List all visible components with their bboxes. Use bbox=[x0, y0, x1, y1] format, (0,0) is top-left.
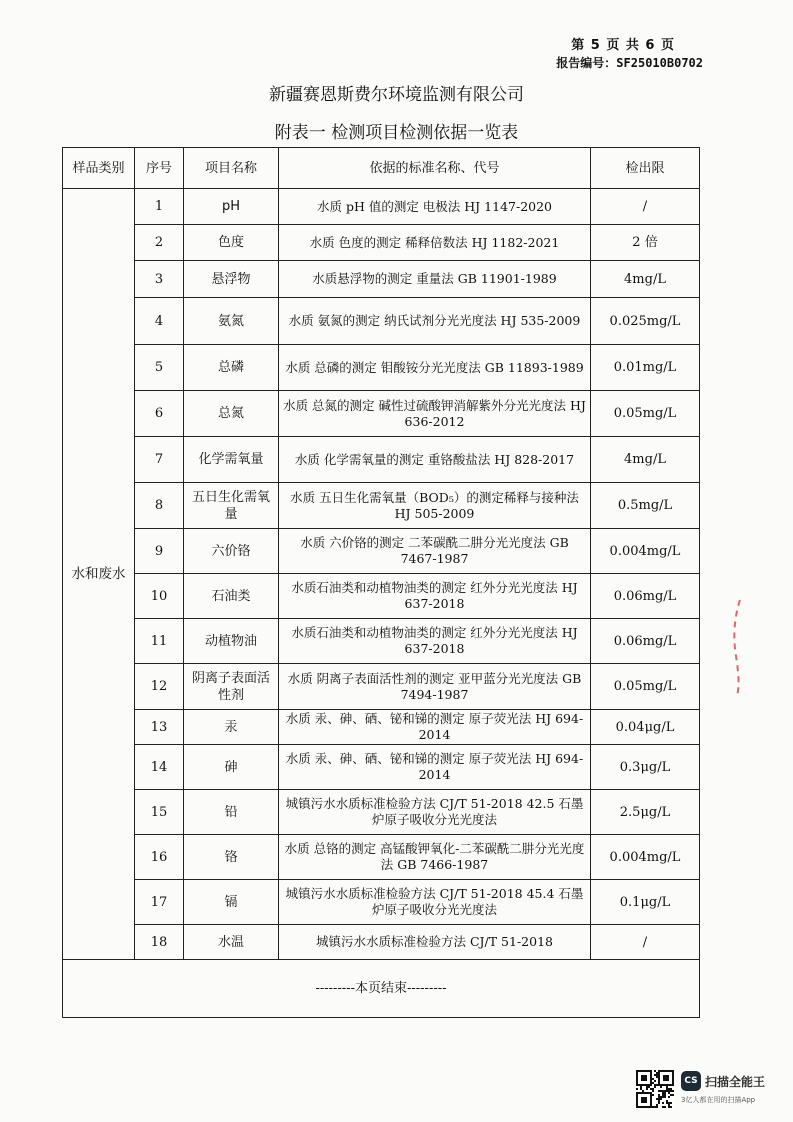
row-number-cell: 2 bbox=[135, 225, 184, 261]
item-name-cell: 总磷 bbox=[184, 345, 279, 391]
row-number-cell: 4 bbox=[135, 298, 184, 345]
table-row bbox=[63, 189, 700, 225]
detection-limit-cell: 0.05mg/L bbox=[591, 391, 700, 437]
detection-limit-cell: 4mg/L bbox=[591, 437, 700, 483]
scanner-app-name: 扫描全能王 bbox=[705, 1075, 766, 1089]
table-footer-row bbox=[63, 960, 700, 1018]
table-row bbox=[63, 619, 700, 664]
row-number-cell: 15 bbox=[135, 790, 184, 835]
report-number-value: SF25010B0702 bbox=[616, 56, 703, 70]
report-number-label: 报告编号： bbox=[556, 56, 617, 70]
row-number-cell: 5 bbox=[135, 345, 184, 391]
table-row bbox=[63, 298, 700, 345]
table-row bbox=[63, 483, 700, 529]
item-name-cell: 阴离子表面活性剂 bbox=[184, 664, 279, 710]
table-row bbox=[63, 880, 700, 925]
item-name-cell: 五日生化需氧量 bbox=[184, 483, 279, 529]
table-row bbox=[63, 261, 700, 298]
header-standard: 依据的标准名称、代号 bbox=[279, 148, 591, 189]
standard-method-cell: 水质 六价铬的测定 二苯碳酰二肼分光光度法 GB 7467-1987 bbox=[279, 529, 591, 574]
standard-method-cell: 城镇污水水质标准检验方法 CJ/T 51-2018 45.4 石墨炉原子吸收分光光度法 bbox=[279, 880, 591, 925]
standard-method-cell: 水质悬浮物的测定 重量法 GB 11901-1989 bbox=[279, 261, 591, 298]
page-end-marker: ---------本页结束--------- bbox=[63, 960, 700, 1018]
camscanner-logo-icon: CS bbox=[681, 1071, 701, 1091]
standard-method-cell: 水质石油类和动植物油类的测定 红外分光光度法 HJ 637-2018 bbox=[279, 574, 591, 619]
detection-limit-cell: 0.04μg/L bbox=[591, 710, 700, 745]
table-row bbox=[63, 391, 700, 437]
standard-method-cell: 水质 氨氮的测定 纳氏试剂分光光度法 HJ 535-2009 bbox=[279, 298, 591, 345]
standard-method-cell: 水质 总铬的测定 高锰酸钾氧化-二苯碳酰二肼分光光度法 GB 7466-1987 bbox=[279, 835, 591, 880]
standard-method-cell: 水质 总磷的测定 钼酸铵分光光度法 GB 11893-1989 bbox=[279, 345, 591, 391]
row-number-cell: 14 bbox=[135, 745, 184, 790]
detection-limit-cell: 0.025mg/L bbox=[591, 298, 700, 345]
detection-limit-cell: 0.004mg/L bbox=[591, 529, 700, 574]
detection-limit-cell: 4mg/L bbox=[591, 261, 700, 298]
item-name-cell: 水温 bbox=[184, 925, 279, 960]
item-name-cell: 化学需氧量 bbox=[184, 437, 279, 483]
standard-method-cell: 水质 五日生化需氧量（BOD₅）的测定稀释与接种法 HJ 505-2009 bbox=[279, 483, 591, 529]
table-row bbox=[63, 745, 700, 790]
table-title: 附表一 检测项目检测依据一览表 bbox=[274, 123, 519, 143]
scanner-tagline: 3亿人都在用的扫描App bbox=[681, 1096, 756, 1104]
item-name-cell: 动植物油 bbox=[184, 619, 279, 664]
detection-limit-cell: 0.1μg/L bbox=[591, 880, 700, 925]
table-row bbox=[63, 835, 700, 880]
item-name-cell: 砷 bbox=[184, 745, 279, 790]
detection-limit-cell: / bbox=[591, 925, 700, 960]
detection-limit-cell: 0.06mg/L bbox=[591, 619, 700, 664]
row-number-cell: 13 bbox=[135, 710, 184, 745]
detection-limit-cell: / bbox=[591, 189, 700, 225]
item-name-cell: 镉 bbox=[184, 880, 279, 925]
item-name-cell: 铬 bbox=[184, 835, 279, 880]
standard-method-cell: 水质 汞、砷、硒、铋和锑的测定 原子荧光法 HJ 694-2014 bbox=[279, 745, 591, 790]
item-name-cell: 铅 bbox=[184, 790, 279, 835]
table-row bbox=[63, 925, 700, 960]
standard-method-cell: 水质 汞、砷、硒、铋和锑的测定 原子荧光法 HJ 694-2014 bbox=[279, 710, 591, 745]
header-sample-type: 样品类别 bbox=[63, 148, 135, 189]
row-number-cell: 11 bbox=[135, 619, 184, 664]
item-name-cell: 六价铬 bbox=[184, 529, 279, 574]
row-number-cell: 8 bbox=[135, 483, 184, 529]
table-row bbox=[63, 710, 700, 745]
table-row bbox=[63, 574, 700, 619]
report-number bbox=[556, 54, 703, 71]
item-name-cell: 汞 bbox=[184, 710, 279, 745]
row-number-cell: 12 bbox=[135, 664, 184, 710]
row-number-cell: 6 bbox=[135, 391, 184, 437]
table-row bbox=[63, 345, 700, 391]
method-table bbox=[62, 147, 700, 1018]
header-detection-limit: 检出限 bbox=[591, 148, 700, 189]
table-row bbox=[63, 529, 700, 574]
standard-method-cell: 水质石油类和动植物油类的测定 红外分光光度法 HJ 637-2018 bbox=[279, 619, 591, 664]
row-number-cell: 10 bbox=[135, 574, 184, 619]
item-name-cell: 色度 bbox=[184, 225, 279, 261]
item-name-cell: 氨氮 bbox=[184, 298, 279, 345]
detection-limit-cell: 2 倍 bbox=[591, 225, 700, 261]
standard-method-cell: 水质 化学需氧量的测定 重铬酸盐法 HJ 828-2017 bbox=[279, 437, 591, 483]
header-number: 序号 bbox=[135, 148, 184, 189]
company-name: 新疆赛恩斯费尔环境监测有限公司 bbox=[269, 85, 524, 105]
page-number: 第 5 页 共 6 页 bbox=[571, 38, 675, 53]
table-row bbox=[63, 225, 700, 261]
detection-limit-cell: 0.3μg/L bbox=[591, 745, 700, 790]
row-number-cell: 9 bbox=[135, 529, 184, 574]
row-number-cell: 7 bbox=[135, 437, 184, 483]
detection-limit-cell: 0.01mg/L bbox=[591, 345, 700, 391]
standard-method-cell: 水质 pH 值的测定 电极法 HJ 1147-2020 bbox=[279, 189, 591, 225]
row-number-cell: 16 bbox=[135, 835, 184, 880]
table-row bbox=[63, 437, 700, 483]
detection-limit-cell: 0.5mg/L bbox=[591, 483, 700, 529]
standard-method-cell: 城镇污水水质标准检验方法 CJ/T 51-2018 42.5 石墨炉原子吸收分光光度法 bbox=[279, 790, 591, 835]
header-item-name: 项目名称 bbox=[184, 148, 279, 189]
table-row bbox=[63, 790, 700, 835]
table-row bbox=[63, 664, 700, 710]
detection-limit-cell: 0.05mg/L bbox=[591, 664, 700, 710]
item-name-cell: 悬浮物 bbox=[184, 261, 279, 298]
standard-method-cell: 城镇污水水质标准检验方法 CJ/T 51-2018 bbox=[279, 925, 591, 960]
seal-stamp-edge bbox=[730, 598, 744, 698]
standard-method-cell: 水质 色度的测定 稀释倍数法 HJ 1182-2021 bbox=[279, 225, 591, 261]
row-number-cell: 1 bbox=[135, 189, 184, 225]
row-number-cell: 17 bbox=[135, 880, 184, 925]
standard-method-cell: 水质 阴离子表面活性剂的测定 亚甲蓝分光光度法 GB 7494-1987 bbox=[279, 664, 591, 710]
qr-code-icon bbox=[636, 1070, 674, 1108]
detection-limit-cell: 0.06mg/L bbox=[591, 574, 700, 619]
row-number-cell: 3 bbox=[135, 261, 184, 298]
item-name-cell: pH bbox=[184, 189, 279, 225]
detection-limit-cell: 0.004mg/L bbox=[591, 835, 700, 880]
row-number-cell: 18 bbox=[135, 925, 184, 960]
item-name-cell: 石油类 bbox=[184, 574, 279, 619]
item-name-cell: 总氮 bbox=[184, 391, 279, 437]
table-header-row bbox=[63, 148, 700, 189]
detection-limit-cell: 2.5μg/L bbox=[591, 790, 700, 835]
standard-method-cell: 水质 总氮的测定 碱性过硫酸钾消解紫外分光光度法 HJ 636-2012 bbox=[279, 391, 591, 437]
sample-category-cell: 水和废水 bbox=[63, 189, 135, 960]
